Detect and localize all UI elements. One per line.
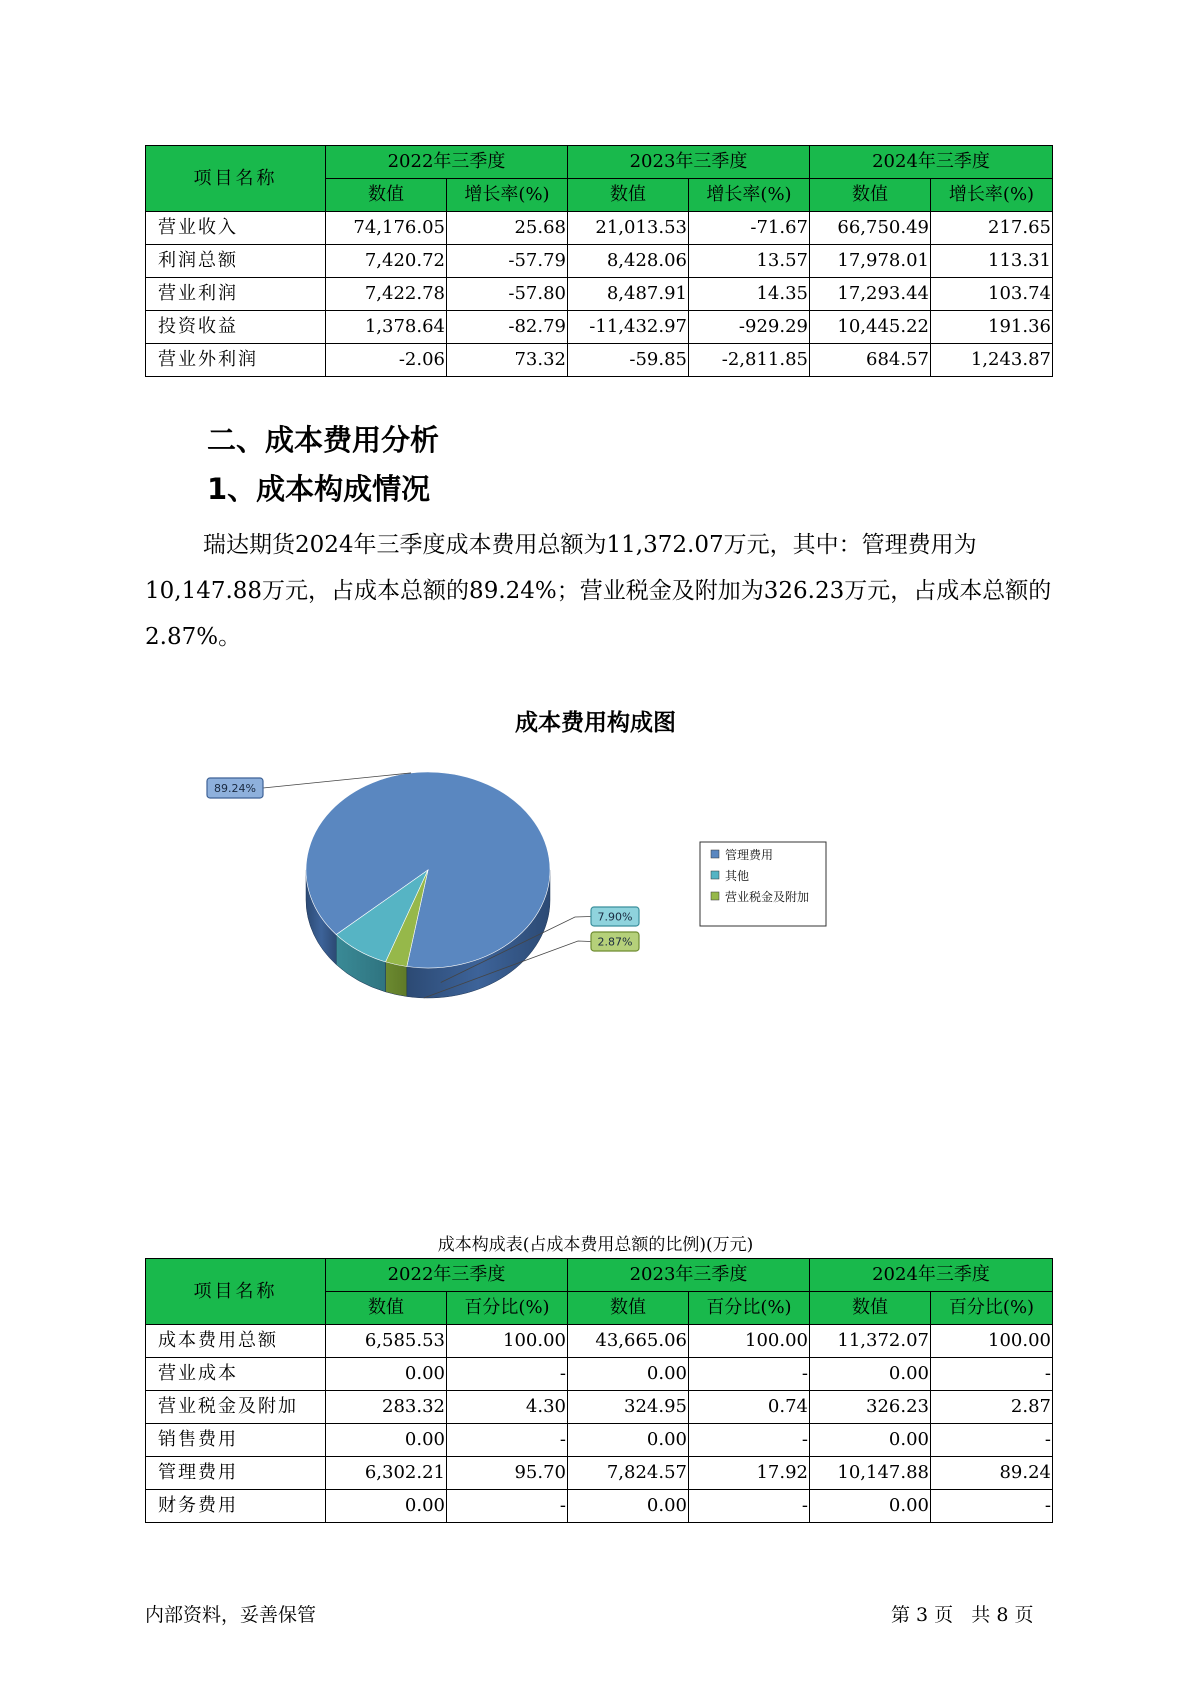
row-name: 营业利润 <box>146 278 326 311</box>
cell-value: 7,420.72 <box>326 245 447 278</box>
cell-value: - <box>689 1490 810 1523</box>
cell-value: 100.00 <box>447 1325 568 1358</box>
table-row <box>146 278 1053 311</box>
cell-value: 13.57 <box>689 245 810 278</box>
row-name: 财务费用 <box>146 1490 326 1523</box>
cell-value: 17.92 <box>689 1457 810 1490</box>
table-row <box>146 1358 1053 1391</box>
cell-value: 66,750.49 <box>810 212 931 245</box>
cell-value: 21,013.53 <box>568 212 689 245</box>
cell-value: 0.74 <box>689 1391 810 1424</box>
cell-value: - <box>447 1358 568 1391</box>
cell-value: 6,585.53 <box>326 1325 447 1358</box>
header-value: 数值 <box>810 1292 931 1325</box>
section-heading: 二、成本费用分析 <box>207 423 440 457</box>
cell-value: -2.06 <box>326 344 447 377</box>
table-row <box>146 1325 1053 1358</box>
row-name: 成本费用总额 <box>146 1325 326 1358</box>
table-row <box>146 1490 1053 1523</box>
cell-value: 0.00 <box>568 1424 689 1457</box>
cell-value: 283.32 <box>326 1391 447 1424</box>
cell-value: 0.00 <box>810 1424 931 1457</box>
header-value: 数值 <box>810 179 931 212</box>
pie-chart <box>0 760 1191 1080</box>
cell-value: -82.79 <box>447 311 568 344</box>
row-name: 营业成本 <box>146 1358 326 1391</box>
cell-value: - <box>447 1490 568 1523</box>
cell-value: 100.00 <box>931 1325 1053 1358</box>
header-period: 2023年三季度 <box>568 1259 810 1292</box>
header-growth: 增长率(%) <box>931 179 1053 212</box>
cell-value: 1,243.87 <box>931 344 1053 377</box>
header-growth: 增长率(%) <box>447 179 568 212</box>
cell-value: 191.36 <box>931 311 1053 344</box>
row-name: 管理费用 <box>146 1457 326 1490</box>
row-name: 营业收入 <box>146 212 326 245</box>
section-subheading: 1、成本构成情况 <box>207 472 431 506</box>
cell-value: 0.00 <box>810 1490 931 1523</box>
table-row <box>146 212 1053 245</box>
cell-value: 73.32 <box>447 344 568 377</box>
table-header-row <box>146 1259 1053 1292</box>
cell-value: - <box>447 1424 568 1457</box>
cell-value: 14.35 <box>689 278 810 311</box>
cell-value: 326.23 <box>810 1391 931 1424</box>
legend-swatch-1 <box>711 871 719 879</box>
cell-value: 103.74 <box>931 278 1053 311</box>
cell-value: 0.00 <box>326 1424 447 1457</box>
cell-value: 2.87 <box>931 1391 1053 1424</box>
cell-value: 113.31 <box>931 245 1053 278</box>
header-item-name: 项目名称 <box>146 1259 326 1325</box>
cell-value: 0.00 <box>326 1490 447 1523</box>
cell-value: 0.00 <box>326 1358 447 1391</box>
table-row <box>146 1391 1053 1424</box>
legend-swatch-0 <box>711 850 719 858</box>
table-row <box>146 1457 1053 1490</box>
cell-value: 10,147.88 <box>810 1457 931 1490</box>
cell-value: 95.70 <box>447 1457 568 1490</box>
cell-value: - <box>931 1358 1053 1391</box>
cell-value: 0.00 <box>568 1358 689 1391</box>
cell-value: -71.67 <box>689 212 810 245</box>
header-value: 数值 <box>568 179 689 212</box>
legend-entry-1: 其他 <box>725 869 750 883</box>
legend-entry-0: 管理费用 <box>725 848 774 862</box>
cell-value: -11,432.97 <box>568 311 689 344</box>
cell-value: 17,293.44 <box>810 278 931 311</box>
cell-value: -57.79 <box>447 245 568 278</box>
header-period: 2022年三季度 <box>326 1259 568 1292</box>
cell-value: 684.57 <box>810 344 931 377</box>
cell-value: - <box>931 1490 1053 1523</box>
cell-value: -59.85 <box>568 344 689 377</box>
table-row <box>146 1424 1053 1457</box>
cell-value: 217.65 <box>931 212 1053 245</box>
table-row <box>146 245 1053 278</box>
pie-side-2 <box>386 962 407 997</box>
cell-value: -2,811.85 <box>689 344 810 377</box>
cell-value: 100.00 <box>689 1325 810 1358</box>
cell-value: 25.68 <box>447 212 568 245</box>
cell-value: 0.00 <box>810 1358 931 1391</box>
legend-swatch-2 <box>711 892 719 900</box>
header-percent: 百分比(%) <box>447 1292 568 1325</box>
pie-data-label-1: 7.90% <box>597 910 633 924</box>
row-name: 营业外利润 <box>146 344 326 377</box>
row-name: 营业税金及附加 <box>146 1391 326 1424</box>
table-caption: 成本构成表(占成本费用总额的比例)(万元) <box>437 1235 754 1255</box>
chart-title: 成本费用构成图 <box>515 710 676 736</box>
paragraph-text: 瑞达期货2024年三季度成本费用总额为11,372.07万元，其中：管理费用为10,147.88万元，占成本总额的89.24%；营业税金及附加为326.23万元，占成本总额的2.87%。 <box>145 532 1052 650</box>
cell-value: - <box>689 1358 810 1391</box>
cell-value: 324.95 <box>568 1391 689 1424</box>
header-item-name: 项目名称 <box>146 146 326 212</box>
cell-value: 43,665.06 <box>568 1325 689 1358</box>
cell-value: - <box>931 1424 1053 1457</box>
row-name: 销售费用 <box>146 1424 326 1457</box>
cell-value: 8,428.06 <box>568 245 689 278</box>
cell-value: 6,302.21 <box>326 1457 447 1490</box>
cell-value: -57.80 <box>447 278 568 311</box>
cell-value: 4.30 <box>447 1391 568 1424</box>
footer-page-number: 第 3 页 共 8 页 <box>891 1604 1034 1626</box>
header-percent: 百分比(%) <box>689 1292 810 1325</box>
cell-value: 10,445.22 <box>810 311 931 344</box>
cell-value: 74,176.05 <box>326 212 447 245</box>
pie-data-label-0: 89.24% <box>214 782 256 795</box>
header-period: 2024年三季度 <box>810 146 1053 179</box>
cell-value: 11,372.07 <box>810 1325 931 1358</box>
row-name: 投资收益 <box>146 311 326 344</box>
cell-value: 7,824.57 <box>568 1457 689 1490</box>
analysis-paragraph <box>145 522 1057 660</box>
header-period: 2022年三季度 <box>326 146 568 179</box>
table-row <box>146 344 1053 377</box>
cell-value: -929.29 <box>689 311 810 344</box>
header-period: 2023年三季度 <box>568 146 810 179</box>
header-value: 数值 <box>326 179 447 212</box>
cell-value: 1,378.64 <box>326 311 447 344</box>
cell-value: 7,422.78 <box>326 278 447 311</box>
header-value: 数值 <box>568 1292 689 1325</box>
cost-structure-table <box>145 1258 1053 1523</box>
cell-value: 8,487.91 <box>568 278 689 311</box>
cell-value: 89.24 <box>931 1457 1053 1490</box>
financial-summary-table <box>145 145 1053 377</box>
legend-entry-2: 营业税金及附加 <box>725 890 810 904</box>
table-row <box>146 311 1053 344</box>
header-percent: 百分比(%) <box>931 1292 1053 1325</box>
header-period: 2024年三季度 <box>810 1259 1053 1292</box>
footer-confidential: 内部资料，妥善保管 <box>145 1604 317 1626</box>
table-header-row <box>146 146 1053 179</box>
cell-value: 17,978.01 <box>810 245 931 278</box>
header-growth: 增长率(%) <box>689 179 810 212</box>
cell-value: - <box>689 1424 810 1457</box>
row-name: 利润总额 <box>146 245 326 278</box>
cell-value: 0.00 <box>568 1490 689 1523</box>
pie-data-label-2: 2.87% <box>597 935 633 949</box>
pie-tops <box>306 772 550 968</box>
header-value: 数值 <box>326 1292 447 1325</box>
